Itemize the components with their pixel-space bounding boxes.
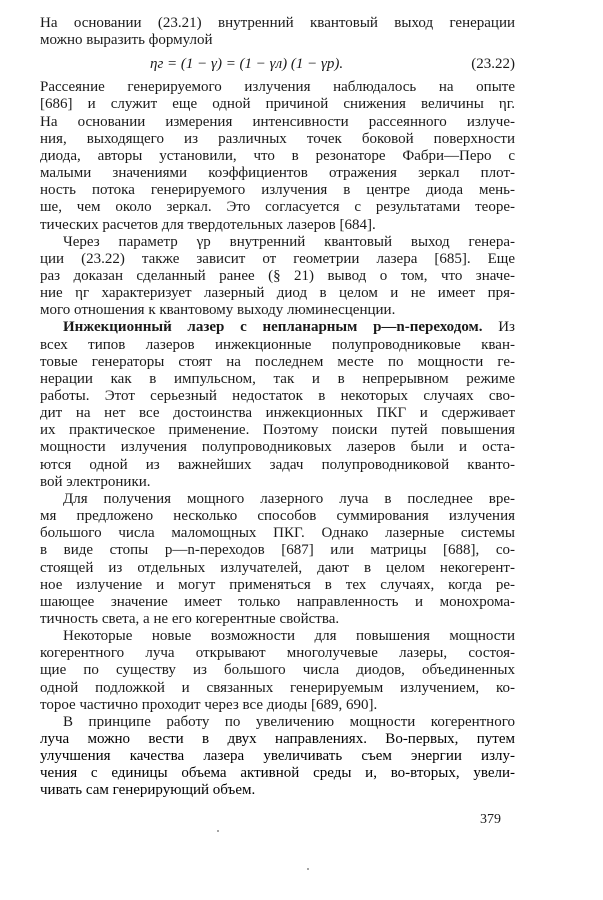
text-line: В принципе работу по увеличению мощности когерентного — [63, 713, 515, 730]
text-line: когерентного луча открывают многолучевые лазеры, состоя- — [40, 645, 515, 662]
text-line: диода, авторы установили, что в резонаторе Фабри—Перо с — [40, 147, 515, 164]
text-line: чивать сам генерирующий объем. — [40, 782, 256, 799]
text-line: мого отношения к квантовому выходу люминесценции. — [40, 302, 396, 319]
text-line: шающее значение имеет только направленность и монохрома- — [40, 593, 515, 610]
text-line: На основании измерения интенсивности рассеянного излуче- — [40, 113, 515, 130]
page-number: 379 — [480, 811, 501, 827]
text-line: тических расчетов для твердотельных лазеров [684]. — [40, 216, 376, 233]
text-line: На основании (23.21) внутренний квантовый выход генерации — [40, 15, 515, 31]
text-line: ются одной из важнейших задач полупроводниковой кванто- — [40, 456, 515, 473]
text-line: щие по существу из большого числа диодов, объединенных — [40, 662, 515, 679]
text-line: большого числа маломощных ПКГ. Однако лазерные системы — [40, 525, 515, 542]
text-line: ное излучение и могут применяться в тех случаях, когда ре- — [40, 576, 515, 593]
section-heading: Инжекционный лазер с непланарным p—n-переходом. — [63, 319, 483, 336]
text-line: стоящей из отдельных излучателей, дают в целом некогерент- — [40, 559, 515, 576]
equation: ηг = (1 − γ) = (1 − γл) (1 − γр). — [150, 56, 344, 73]
text-fragment: Из — [482, 319, 515, 336]
text-line: их практическое применение. Поэтому поиски путей повышения — [40, 422, 515, 439]
text-line: тичность света, а не его когерентные свойства. — [40, 610, 340, 627]
text-line: мощности излучения полупроводниковых лазеров были и оста- — [40, 439, 515, 456]
equation-number: (23.22) — [471, 56, 515, 73]
text-line: товые генераторы стоят на последнем месте по мощности ге- — [40, 353, 515, 370]
text-line: ния, выходящего из различных точек боковой поверхности — [40, 130, 515, 147]
text-line: раз доказан сделанный ранее (§ 21) вывод о том, что значе- — [40, 268, 515, 284]
text-line: вой электроники. — [40, 473, 151, 490]
text-line: мя предложено несколько способов суммирования излучения — [40, 508, 515, 524]
text-line: луча можно вести в двух направлениях. Во-первых, путем — [40, 731, 515, 747]
text-line: ше, чем около зеркал. Это согласуется с результатами теоре- — [40, 199, 515, 216]
speck — [307, 868, 309, 870]
text-line: ции (23.22) также зависит от геометрии лазера [685]. Еще — [40, 250, 515, 267]
text-line: Для получения мощного лазерного луча в последнее вре- — [63, 490, 515, 507]
text-line: улучшения качества лазера увеличивать съем энергии излу- — [40, 748, 515, 765]
text-line: работы. Этот серьезный недостаток в некоторых случаях сво- — [40, 388, 515, 404]
text-line: нерации как в импульсном, так и в непрерывном режиме — [40, 370, 515, 387]
text-line: можно выразить формулой — [40, 32, 213, 49]
text-line: торое частично проходит через все диоды [689, 690]. — [40, 696, 378, 713]
text-line: всех типов лазеров инжекционные полупроводниковые кван- — [40, 336, 515, 353]
text-line: Рассеяние генерируемого излучения наблюдалось на опыте — [40, 79, 515, 96]
text-line: Некоторые новые возможности для повышения мощности — [63, 628, 515, 645]
text-line: одной подложкой и связанных генерируемым излучением, ко- — [40, 679, 515, 696]
text-line: дит на нет все достоинства инжекционных ПКГ и сдерживает — [40, 405, 515, 422]
speck — [217, 830, 219, 832]
text-line: малыми значениями коэффициентов отражения зеркал плот- — [40, 165, 515, 182]
text-line: в виде стопы p—n-переходов [687] или матрицы [688], со- — [40, 542, 515, 559]
text-line: чения с единицы объема активной среды и, во-вторых, увели- — [40, 765, 515, 782]
text-line: Через параметр γр внутренний квантовый выход генера- — [63, 233, 515, 250]
text-line: ние ηг характеризует лазерный диод в целом и не имеет пря- — [40, 285, 515, 302]
text-line: ность потока генерируемого излучения в центре диода мень- — [40, 182, 515, 199]
text-line: [686] и служит еще одной причиной снижения величины ηг. — [40, 96, 515, 113]
